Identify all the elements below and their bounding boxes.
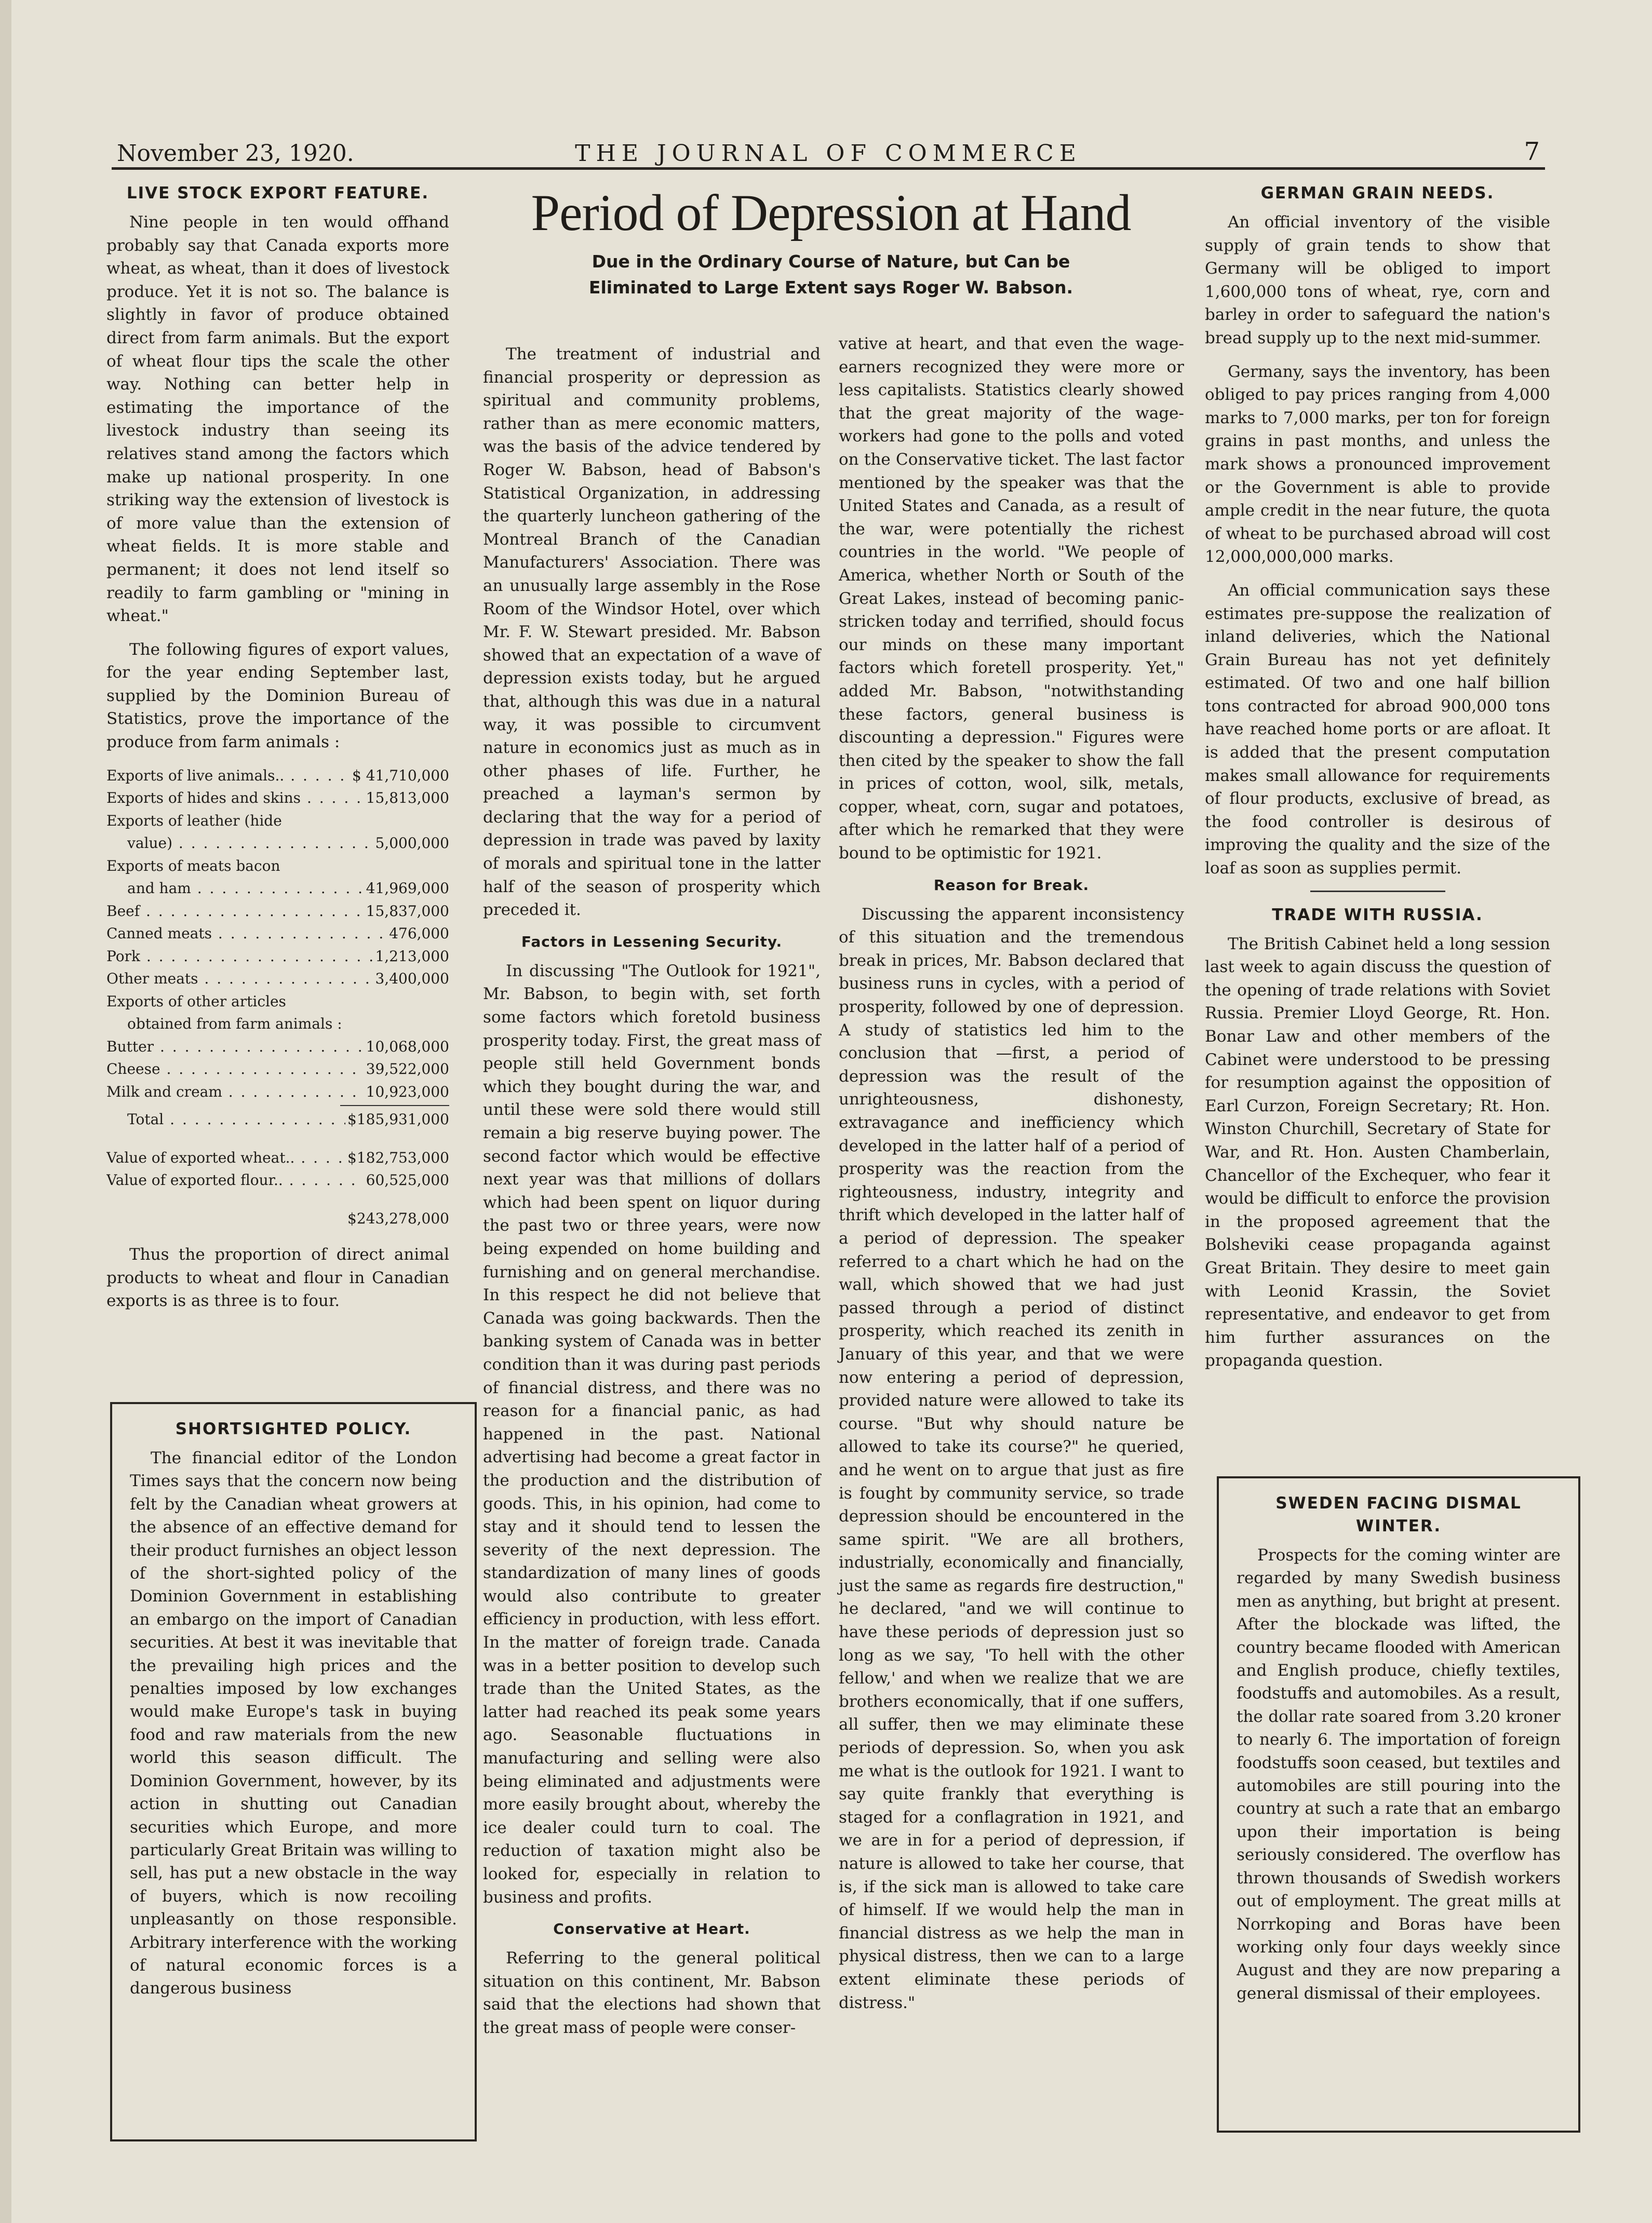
table-row: Exports of leather (hide: [106, 812, 282, 829]
table-row: Exports of meats bacon: [106, 857, 280, 874]
headline-deck: Due in the Ordinary Course of Nature, but Can be Eliminated to Large Extent says Roger W. Babson.: [588, 251, 1073, 298]
export-figures-table: [106, 764, 449, 1230]
article-paragraph: The treatment of industrial and financial prosperity or depression as spiritual and community problems, rather than as mere economic matters, was the basis of the advice tendered by Roger W. Babson, head of Babson's Statistical Organization, in addressing the quarterly luncheon gathering of the Montreal Branch of the Canadian Manufacturers' Association. There was an unusually large assembly in the Rose Room of the Windsor Hotel, over which Mr. F. W. Stewart presided. Mr. Babson showed that an expectation of a wave of depression exists today, but he argued that, although this was due in a natural way, it was possible to circumvent nature in economics just as much as in other phases of life. Further, he preached a layman's sermon by declaring that the way for a period of depression in trade was paved by laxity of morals and spiritual tone in the latter half of the season of prosperity which preceded it.: [483, 345, 821, 920]
table-row: Exports of other articles: [106, 992, 286, 1010]
article-paragraph: Referring to the general political situation on this continent, Mr. Babson said that the elections had shown that the great mass of people were conser-: [483, 1949, 821, 2037]
issue-date: November 23, 1920.: [117, 140, 354, 167]
table-row: Other meats . . . 3,400,000: [106, 967, 449, 990]
shortsighted-policy-box: [110, 1402, 477, 2141]
table-row: Value of exported wheat.. . . . $182,753,000: [106, 1147, 449, 1169]
german-title: GERMAN GRAIN NEEDS.: [1260, 184, 1495, 203]
russia-title: TRADE WITH RUSSIA.: [1272, 905, 1483, 924]
table-row: and ham . . . 41,969,000: [106, 877, 449, 900]
column-news-briefs: [1205, 182, 1550, 1383]
livestock-paragraph: The following figures of export values, for the year ending September last, supplied by the Dominion Bureau of Statistics, prove the importance of the produce from farm animals :: [106, 640, 449, 752]
main-headline-block: [473, 184, 1189, 301]
livestock-paragraph: Thus the proportion of direct animal products to wheat and flour in Canadian exports is as three is to four.: [106, 1245, 449, 1311]
page-number: 7: [1524, 137, 1540, 166]
page-header: [112, 136, 1545, 170]
table-row-total: Total . . . $185,931,000: [106, 1108, 449, 1131]
article-subhead: Conservative at Heart.: [553, 1920, 750, 1938]
shortsighted-title: SHORTSIGHTED POLICY.: [175, 1420, 412, 1438]
article-subhead: Factors in Lessening Security.: [521, 933, 783, 950]
table-row: Canned meats . . . 476,000: [106, 922, 449, 945]
table-row: obtained from farm animals :: [127, 1015, 342, 1033]
table-row: Value of exported flour.. . . . 60,525,000: [106, 1169, 449, 1192]
article-paragraph: vative at heart, and that even the wage-earners recognized they were more or less capitalists. Statistics clearly showed that the great majority of the wage-workers had gone to the polls and voted on the Conservative ticket. The last factor mentioned by the speaker was that the United States and Canada, as a result of the war, were potentially the richest countries in the world. "We people of America, whether North or South of the Great Lakes, instead of becoming panic-stricken today and terrified, should focus our minds on these many important factors which foretell prosperity. Yet," added Mr. Babson, "notwithstanding these factors, general business is discounting a depression." Figures were then cited by the speaker to show the fall in prices of cotton, wool, silk, metals, copper, wheat, corn, sugar and potatoes, after which he remarked that they were bound to be optimistic for 1921.: [839, 334, 1184, 863]
column-main-article-2: [839, 332, 1184, 2025]
sweden-paragraph: Prospects for the coming winter are regarded by many Swedish business men as anything, but bright at present. After the blockade was lifted, the country became flooded with American and English produce, chiefly textiles, foodstuffs and automobiles. As a result, the dollar rate soared from 3.20 kroner to nearly 6. The importation of foreign foodstuffs soon ceased, but textiles and automobiles are still pouring into the country at such a rate that an embargo upon their importation is being seriously considered. The overflow has thrown thousands of Swedish workers out of employment. The great mills at Norrkoping and Boras have been working only four days weekly since August and they are now preparing a general dismissal of their employees.: [1237, 1546, 1561, 2003]
table-row: Cheese . . . 39,522,000: [106, 1058, 449, 1081]
column-main-article-1: [483, 343, 821, 2050]
journal-title: THE JOURNAL OF COMMERCE: [575, 140, 1082, 167]
table-row: Butter . . . 10,068,000: [106, 1035, 449, 1058]
sweden-title: SWEDEN FACING DISMAL WINTER.: [1275, 1494, 1522, 1535]
german-paragraph: Germany, says the inventory, has been obliged to pay prices ranging from 4,000 marks to 7,000 marks, per ton for foreign grains in past months, and unless the mark shows a pronounced improvement or the Government is able to provide ample credit in the near future, the quota of wheat to be purchased abroad will cost 12,000,000,000 marks.: [1205, 362, 1550, 567]
column-livestock: [106, 182, 449, 1323]
table-row: Exports of live animals.. . . . $ 41,710,000: [106, 764, 449, 787]
page-edge: [0, 0, 11, 2223]
livestock-paragraph: Nine people in ten would offhand probably say that Canada exports more wheat, as wheat, than it does of livestock produce. Yet it is not so. The balance is slightly in favor of produce obtained direct from farm animals. But the export of wheat flour tips the scale the other way. Nothing can better help in estimating the importance of the livestock industry than seeing its relatives stand among the factors which make up national prosperity. In one striking way the extension of livestock is of more value than the extension of wheat fields. It is more stable and permanent; it does not lend itself so readily to farm gambling or "mining in wheat.": [106, 213, 449, 626]
total-rule: [340, 1105, 449, 1106]
table-row: Milk and cream . . . 10,923,000: [106, 1081, 449, 1103]
livestock-title: LIVE STOCK EXPORT FEATURE.: [126, 184, 429, 203]
sweden-box: [1217, 1476, 1580, 2133]
main-headline: Period of Depression at Hand: [531, 184, 1131, 241]
article-paragraph: Discussing the apparent inconsistency of this situation and the tremendous break in prices, Mr. Babson declared that business runs in cycles, with a period of prosperity, followed by one of depression. A study of statistics led him to the conclusion that —first, a period of depression was the result of the unrighteousness, dishonesty, extravagance and inefficiency which developed in the latter half of a period of prosperity was the reaction from the righteousness, industry, integrity and thrift which developed in the latter half of a period of depression. The speaker referred to a chart which he had on the wall, which showed that we had just passed through a period of distinct prosperity, which reached its zenith in January of this year, and that we were now entering a period of depression, provided nature were allowed to take its course. "But why should nature be allowed to take its course?" he queried, and he went on to argue that just as fire is fought by community service, so trade depression should be encountered in the same spirit. "We are all brothers, industrially, economically and financially, just the same as regards fire destruction," he declared, "and we will continue to have these periods of depression just so long as we say, 'To hell with the other fellow,' and when we realize that we are brothers economically, that if one suffers, all suffer, then we may eliminate these periods of depression. So, when you ask me what is the outlook for 1921. I want to say quite frankly that everything is staged for a conflagration in 1921, and we are in for a period of depression, if nature is allowed to take her course, that is, if the sick man is allowed to take care of himself. If we would help the man in financial distress as we help the man in physical distress, then we can to a large extent eliminate these periods of distress.": [839, 905, 1184, 2012]
table-row: Pork . . . 1,213,000: [106, 945, 449, 968]
section-divider: [1310, 891, 1445, 892]
german-paragraph: An official communication says these estimates pre-suppose the realization of inland deliveries, which the National Grain Bureau has not yet definitely estimated. Of two and one half billion tons contracted for abroad 900,000 tons have reached home ports or are afloat. It is added that the present computation makes small allowance for requirements of flour products, exclusive of bread, as the food controller is desirous of improving the quality and the size of the loaf as soon as supplies permit.: [1205, 581, 1550, 878]
shortsighted-paragraph: The financial editor of the London Times says that the concern now being felt by the Canadian wheat growers at the absence of an effective demand for their product furnishes an object lesson of the short-sighted policy of the Dominion Government in establishing an embargo on the import of Canadian securities. At best it was inevitable that the prevailing high prices and the penalties imposed by low exchanges would make Europe's task in buying food and raw materials from the new world this season difficult. The Dominion Government, however, by its action in shutting out Canadian securities which Europe, and more particularly Great Britain was willing to sell, has put a new obstacle in the way of buyers, which is now recoiling unpleasantly on those responsible. Arbitrary interference with the working of natural economic forces is a dangerous business: [130, 1449, 457, 1998]
article-subhead: Reason for Break.: [933, 876, 1090, 894]
table-row: Exports of hides and skins . . . 15,813,000: [106, 787, 449, 810]
article-paragraph: In discussing "The Outlook for 1921", Mr. Babson, to begin with, set forth some factors which foretold business prosperity today. First, the great mass of people still held Government bonds which they bought during the war, and until these were sold there would still remain a big reserve buying power. The second factor which would be effective next year was that millions of dollars which had been spent on liquor during the past two or three years, were now being expended on home building and furnishing and on general merchandise. In this respect he did not believe that Canada was going backwards. Then the banking system of Canada was in better condition than it was during past periods of financial distress, and there was no reason for a financial panic, as had happened in the past. National advertising had become a great factor in the production and the distribution of goods. This, in his opinion, had come to stay and it should tend to lessen the severity of the next depression. The standardization of many lines of goods would also contribute to greater efficiency in production, with less effort. In the matter of foreign trade. Canada was in a better position to develop such trade than the United States, as the latter had reached its peak some years ago. Seasonable fluctuations in manufacturing and selling were also being eliminated and adjustments were more easily brought about, whereby the ice dealer could turn to coal. The reduction of taxation might also be looked for, especially in relation to business and profits.: [483, 961, 821, 1907]
russia-paragraph: The British Cabinet held a long session last week to again discuss the question of the opening of trade relations with Soviet Russia. Premier Lloyd George, Rt. Hon. Bonar Law and other members of the Cabinet were understood to be pressing for resumption against the opposition of Earl Curzon, Foreign Secretary; Rt. Hon. Winston Churchill, Secretary of State for War, and Rt. Hon. Austen Chamberlain, Chancellor of the Exchequer, who fear it would be difficult to enforce the provision in the proposed agreement that the Bolsheviki cease propaganda against Great Britain. They desire to meet gain with Leonid Krassin, the Soviet representative, and endeavor to get from him further assurances on the propaganda question.: [1205, 934, 1550, 1370]
table-row: Beef . . . 15,837,000: [106, 900, 449, 923]
german-paragraph: An official inventory of the visible supply of grain tends to show that Germany will be obliged to import 1,600,000 tons of wheat, rye, corn and barley in order to safeguard the nation's bread supply up to the next mid-summer.: [1205, 213, 1550, 347]
table-row: value) . . . 5,000,000: [106, 832, 449, 855]
grand-total: $243,278,000: [347, 1209, 449, 1227]
